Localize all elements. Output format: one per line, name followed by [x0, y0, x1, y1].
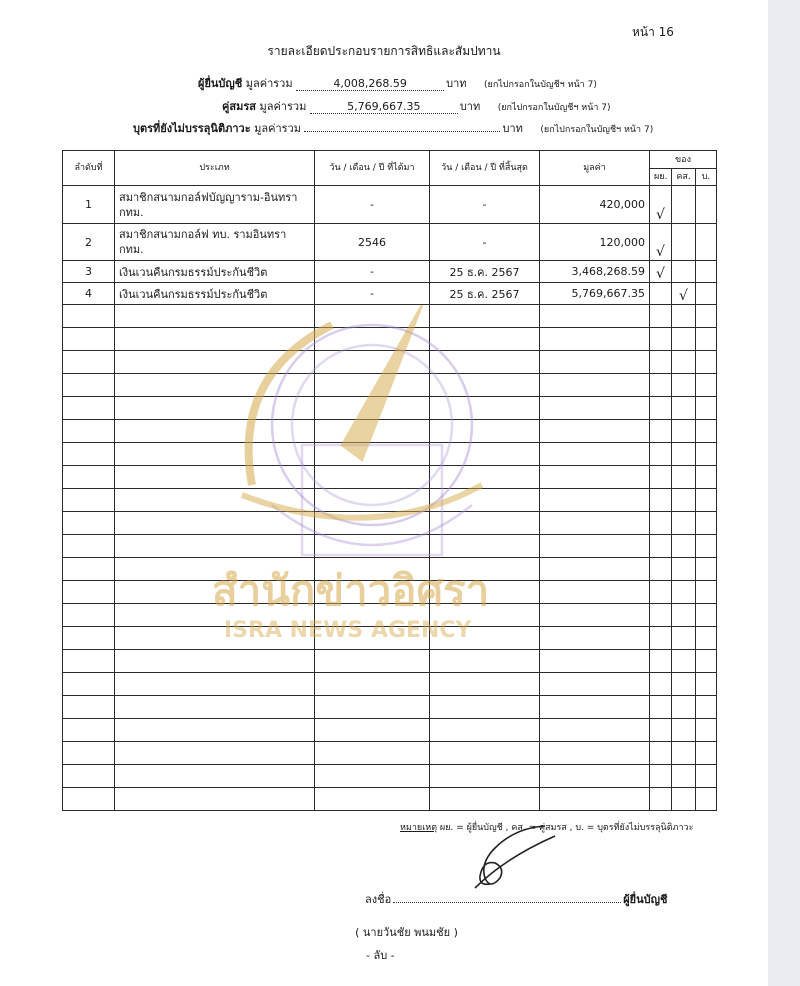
footnote: หมายเหตุ ผย. = ผู้ยื่นบัญชี , คส. = คู่สมรส , บ. = บุตรที่ยังไม่บรรลุนิติภาวะ	[400, 823, 694, 833]
summary-child-value	[304, 131, 500, 132]
table-row: 3 เงินเวนคืนกรมธรรม์ประกันชีวิต - 25 ธ.ค. 2567 3,468,268.59 √	[63, 261, 717, 283]
table-row-empty	[63, 374, 717, 397]
table-row-empty	[63, 443, 717, 466]
header-no: ลำดับที่	[63, 151, 115, 186]
watermark-text-thai: สำนักข่าวอิศรา	[212, 566, 490, 615]
table-row-empty	[63, 696, 717, 719]
tick-mark: √	[650, 224, 672, 261]
header-owner-child: บ.	[696, 169, 717, 186]
signature-line: ลงชื่อ ผู้ยื่นบัญชี	[365, 893, 668, 906]
table-row-empty	[63, 420, 717, 443]
summary-spouse-value: 5,769,667.35	[310, 101, 458, 114]
signer-name: ( นายวันชัย พนมชัย )	[355, 926, 458, 939]
header-value: มูลค่า	[540, 151, 650, 186]
table-row-empty	[63, 581, 717, 604]
table-row-empty	[63, 466, 717, 489]
document-heading: รายละเอียดประกอบรายการสิทธิและสัมปทาน	[267, 44, 501, 58]
summary-filer-value: 4,008,268.59	[296, 78, 444, 91]
table-row-empty	[63, 558, 717, 581]
header-owner: ของ	[650, 151, 717, 169]
table-row-empty	[63, 305, 717, 328]
table-row: 2 สมาชิกสนามกอล์ฟ ทบ. รามอินทรา กทม. 2546 - 120,000 √	[63, 224, 717, 261]
header-owner-filer: ผย.	[650, 169, 672, 186]
watermark-text-english: ISRA NEWS AGENCY	[224, 618, 472, 643]
table-row-empty	[63, 742, 717, 765]
table-row: 4 เงินเวนคืนกรมธรรม์ประกันชีวิต - 25 ธ.ค. 2567 5,769,667.35 √	[63, 283, 717, 305]
table-row-empty	[63, 351, 717, 374]
header-date-acquired: วัน / เดือน / ปี ที่ได้มา	[315, 151, 430, 186]
tick-mark: √	[672, 283, 696, 305]
table-row-empty	[63, 650, 717, 673]
table-row-empty	[63, 489, 717, 512]
table-row-empty	[63, 788, 717, 811]
table-row-empty	[63, 328, 717, 351]
header-type: ประเภท	[115, 151, 315, 186]
page-number: หน้า 16	[632, 25, 674, 39]
table-row-empty	[63, 604, 717, 627]
table-row-empty	[63, 535, 717, 558]
summary-filer: ผู้ยื่นบัญชี มูลค่ารวม 4,008,268.59 บาท (ยกไปกรอกในบัญชีฯ หน้า 7)	[198, 77, 597, 90]
table-row-empty	[63, 719, 717, 742]
table-row-empty	[63, 627, 717, 650]
table-row: 1 สมาชิกสนามกอล์ฟบัญญาราม-อินทรา กทม. - - 420,000 √	[63, 186, 717, 224]
table-row-empty	[63, 512, 717, 535]
tick-mark: √	[650, 261, 672, 283]
table-row-empty	[63, 765, 717, 788]
rights-table	[62, 150, 717, 811]
tick-mark: √	[650, 186, 672, 224]
classification-label: - ลับ -	[366, 949, 395, 962]
handwritten-signature	[445, 818, 565, 896]
header-date-expired: วัน / เดือน / ปี ที่สิ้นสุด	[430, 151, 540, 186]
table-row-empty	[63, 397, 717, 420]
table-row-empty	[63, 673, 717, 696]
summary-spouse: คู่สมรส มูลค่ารวม 5,769,667.35 บาท (ยกไปกรอกในบัญชีฯ หน้า 7)	[222, 100, 611, 113]
summary-child: บุตรที่ยังไม่บรรลุนิติภาวะ มูลค่ารวม บาท (ยกไปกรอกในบัญชีฯ หน้า 7)	[133, 122, 654, 135]
header-owner-spouse: คส.	[672, 169, 696, 186]
